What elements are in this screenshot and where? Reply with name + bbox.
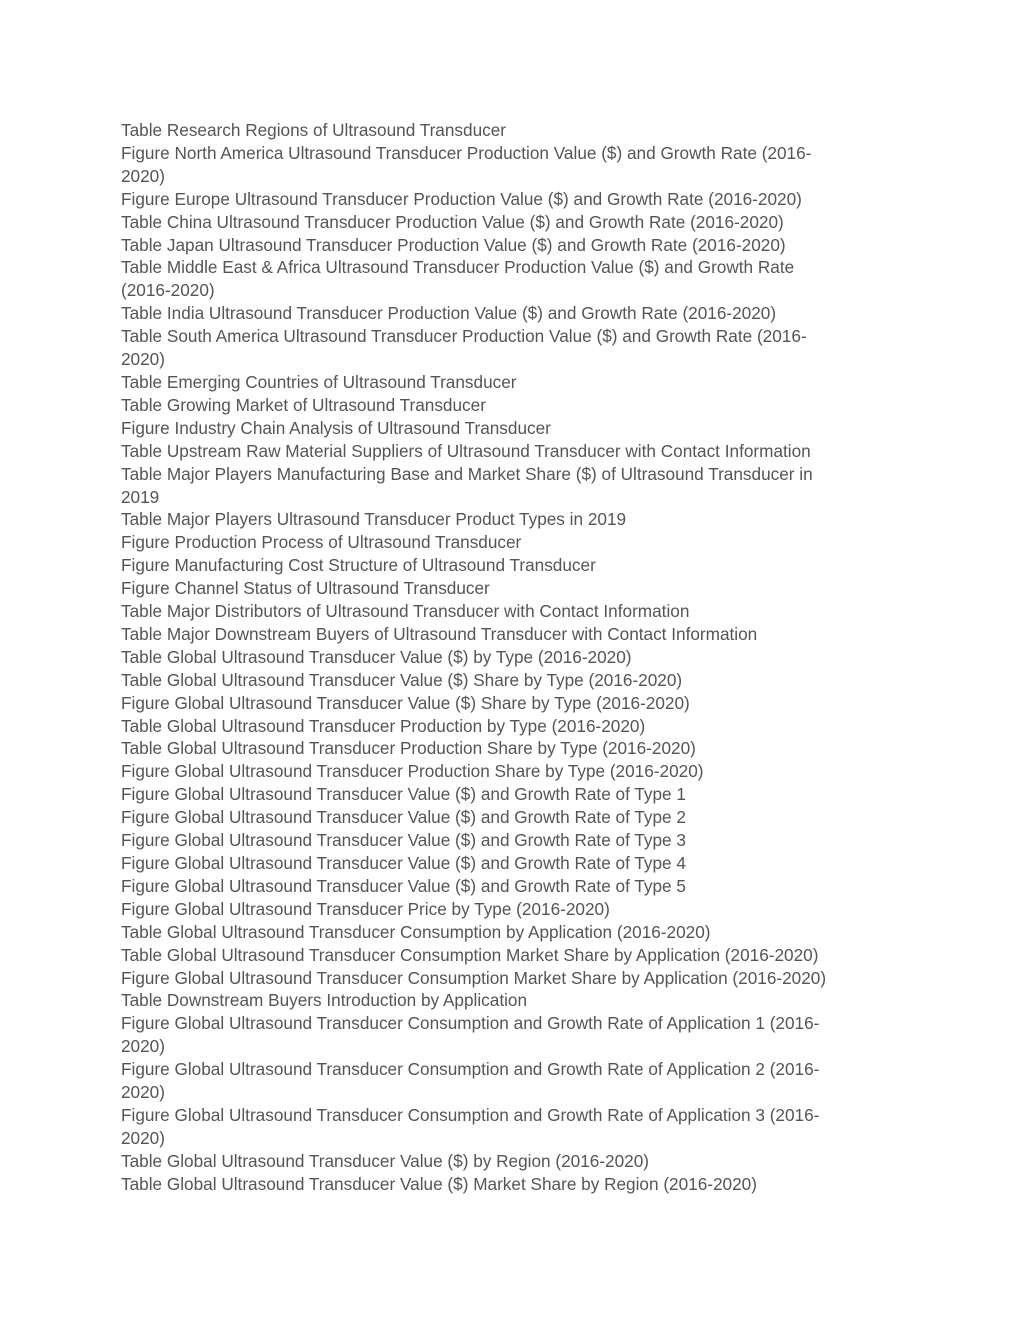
list-item-text: Figure Industry Chain Analysis of Ultrasound Transducer [121,417,551,438]
list-item [121,989,886,1012]
list-item-text: Figure Global Ultrasound Transducer Value ($) Share by Type (2016-2020) [121,692,690,713]
list-item-text: Table Global Ultrasound Transducer Value ($) Market Share by Region (2016-2020) [121,1173,757,1194]
list-item [121,119,886,142]
list-item-text: 2020) [121,1036,165,1057]
list-item [121,875,886,898]
list-item [121,944,886,967]
list-item-text: 2020) [121,165,165,186]
list-item [121,852,886,875]
list-item [121,669,886,692]
list-item-text: Table Global Ultrasound Transducer Value ($) Share by Type (2016-2020) [121,669,683,690]
list-item-text: Figure Global Ultrasound Transducer Value ($) and Growth Rate of Type 2 [121,807,686,828]
list-item [121,783,886,806]
list-item [121,1104,886,1150]
list-item [121,463,886,509]
list-item-text: Table Growing Market of Ultrasound Transducer [121,394,486,415]
list-item-text: Table Global Ultrasound Transducer Consumption Market Share by Application (2016-2020) [121,944,819,965]
list-item [121,394,886,417]
list-item-text: Figure Global Ultrasound Transducer Value ($) and Growth Rate of Type 4 [121,853,686,873]
list-item [121,440,886,463]
list-item [121,554,886,577]
list-item [121,211,886,234]
list-item-text: 2020) [121,349,165,370]
list-item [121,623,886,646]
list-item [121,715,886,738]
list-item [121,646,886,669]
list-item-text: 2020) [121,1082,165,1103]
list-item-text: Table Major Downstream Buyers of Ultrasound Transducer with Contact Information [121,623,758,644]
list-item [121,302,886,325]
list-item-text: Table Global Ultrasound Transducer Value ($) by Type (2016-2020) [121,646,632,667]
list-item-text: Table China Ultrasound Transducer Production Value ($) and Growth Rate (2016-2020) [121,211,784,232]
list-item-text: Figure Global Ultrasound Transducer Consumption and Growth Rate of Application 1 (2016- [121,1013,820,1034]
list-item [121,188,886,211]
list-item-text: Table Japan Ultrasound Transducer Production Value ($) and Growth Rate (2016-2020) [121,234,786,255]
list-item [121,1058,886,1104]
list-item-text: Table Global Ultrasound Transducer Value ($) by Region (2016-2020) [121,1150,650,1171]
list-item-text: Figure North America Ultrasound Transducer Production Value ($) and Growth Rate (2016- [121,142,812,163]
list-item-text: Table Global Ultrasound Transducer Production Share by Type (2016-2020) [121,738,696,759]
list-item-text: Figure Global Ultrasound Transducer Consumption and Growth Rate of Application 2 (2016- [121,1059,820,1080]
list-item-text: Figure Production Process of Ultrasound Transducer [121,532,522,553]
list-item-text: Figure Global Ultrasound Transducer Price by Type (2016-2020) [121,898,610,919]
list-item-text: Table Global Ultrasound Transducer Production by Type (2016-2020) [121,715,646,736]
list-item-text: Table Downstream Buyers Introduction by Application [121,990,528,1011]
list-item-text: Figure Global Ultrasound Transducer Production Share by Type (2016-2020) [121,761,704,782]
list-item [121,1012,886,1058]
list-item [121,921,886,944]
list-item-text: Figure Global Ultrasound Transducer Consumption and Growth Rate of Application 3 (2016- [121,1104,820,1125]
list-item-text: Figure Global Ultrasound Transducer Value ($) and Growth Rate of Type 3 [121,830,686,851]
list-item [121,967,886,990]
list-item [121,898,886,921]
list-item [121,325,886,371]
list-item-text: Figure Europe Ultrasound Transducer Production Value ($) and Growth Rate (2016-2020) [121,188,802,209]
list-item [121,371,886,394]
list-item [121,417,886,440]
list-item-text: Figure Global Ultrasound Transducer Value ($) and Growth Rate of Type 1 [121,784,686,805]
document-page [121,119,886,1196]
list-item [121,760,886,783]
list-item-text: Table Major Players Ultrasound Transducer Product Types in 2019 [121,509,627,530]
list-item-text: 2019 [121,486,160,507]
list-item-text: Figure Manufacturing Cost Structure of Ultrasound Transducer [121,555,596,576]
list-item-text: (2016-2020) [121,280,215,301]
list-item [121,692,886,715]
list-item [121,600,886,623]
list-item [121,806,886,829]
list-item [121,142,886,188]
list-item-text: Table South America Ultrasound Transducer Production Value ($) and Growth Rate (2016- [121,326,807,347]
list-item-text: Table Middle East & Africa Ultrasound Transducer Production Value ($) and Growth Rate [121,257,795,278]
list-item-text: 2020) [121,1127,165,1148]
list-item-text: Table Global Ultrasound Transducer Consumption by Application (2016-2020) [121,921,711,942]
list-item-text: Table Research Regions of Ultrasound Transducer [121,120,507,140]
list-item-text: Table Major Distributors of Ultrasound Transducer with Contact Information [121,601,690,622]
list-item [121,1173,886,1196]
list-item-text: Table Upstream Raw Material Suppliers of Ultrasound Transducer with Contact Information [121,440,811,461]
list-item [121,531,886,554]
list-item [121,256,886,302]
list-of-tables-and-figures [121,119,886,1196]
list-item-text: Table Emerging Countries of Ultrasound Transducer [121,371,517,392]
list-item [121,508,886,531]
list-item-text: Table Major Players Manufacturing Base and Market Share ($) of Ultrasound Transducer in [121,463,813,484]
list-item [121,234,886,257]
list-item [121,829,886,852]
list-item [121,737,886,760]
list-item-text: Table India Ultrasound Transducer Production Value ($) and Growth Rate (2016-2020) [121,303,777,324]
list-item [121,577,886,600]
list-item-text: Figure Global Ultrasound Transducer Consumption Market Share by Application (2016-2020) [121,967,827,988]
list-item [121,1150,886,1173]
list-item-text: Figure Global Ultrasound Transducer Value ($) and Growth Rate of Type 5 [121,875,686,896]
list-item-text: Figure Channel Status of Ultrasound Transducer [121,578,490,599]
